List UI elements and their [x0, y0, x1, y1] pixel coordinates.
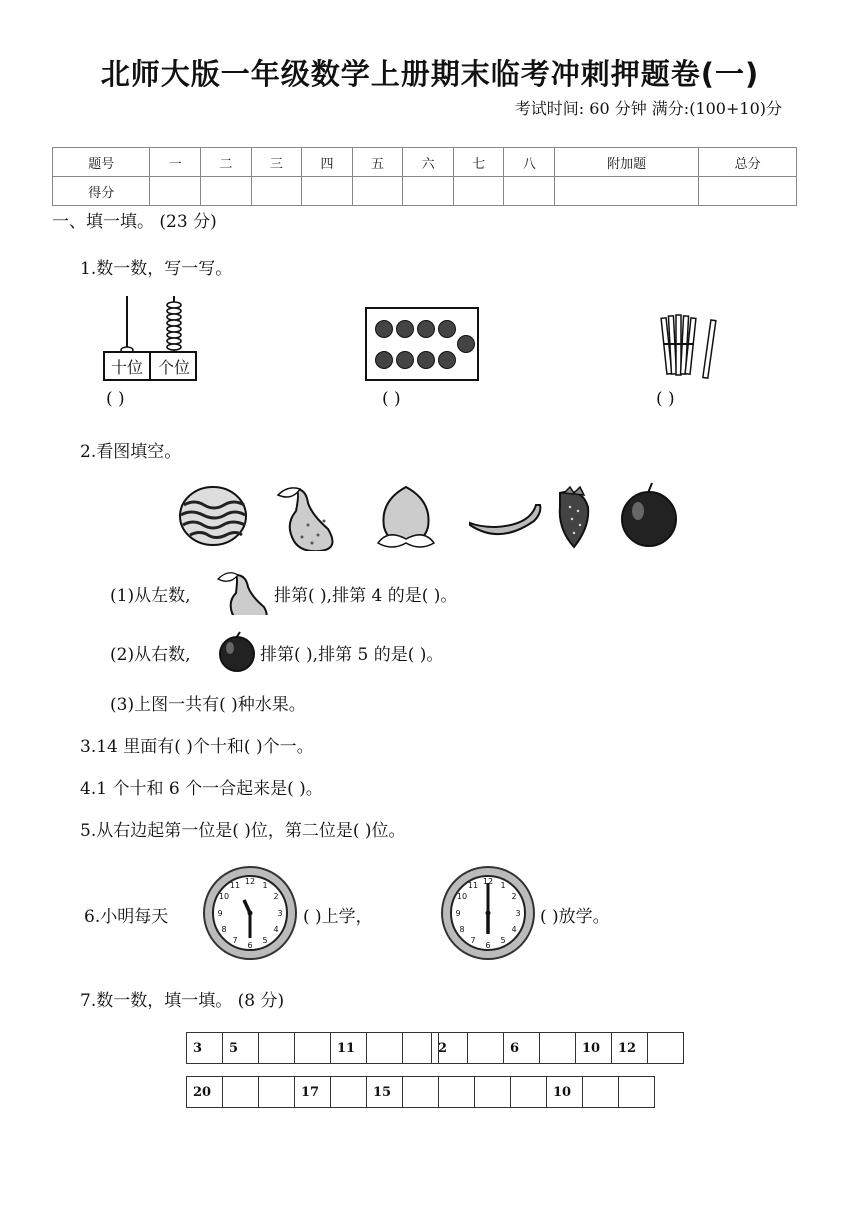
svg-text:7: 7 — [232, 936, 238, 945]
score-input[interactable] — [403, 177, 454, 206]
grid-cell-blank[interactable] — [619, 1077, 655, 1108]
grid-cell: 3 — [187, 1033, 223, 1064]
svg-text:5: 5 — [500, 936, 506, 945]
svg-text:8: 8 — [459, 925, 465, 934]
answer-blank[interactable]: ( ) — [382, 389, 401, 409]
clock-icon — [202, 864, 298, 962]
grid-cell: 10 — [576, 1033, 612, 1064]
grid-cell: 2 — [432, 1033, 468, 1064]
svg-text:6: 6 — [247, 941, 253, 950]
svg-text:1: 1 — [500, 881, 506, 890]
grid-cell-blank[interactable] — [583, 1077, 619, 1108]
question-4: 4.1 个十和 6 个一合起来是( )。 — [80, 779, 323, 799]
score-input[interactable] — [302, 177, 353, 206]
svg-text:9: 9 — [455, 909, 461, 918]
number-grid-c — [186, 1076, 655, 1108]
grid-cell: 10 — [547, 1077, 583, 1108]
abacus-ones-label: 个位 — [157, 358, 190, 377]
grid-cell-blank[interactable] — [295, 1033, 331, 1064]
grid-cell-blank[interactable] — [475, 1077, 511, 1108]
grid-cell-blank[interactable] — [367, 1033, 403, 1064]
grid-cell-blank[interactable] — [511, 1077, 547, 1108]
score-cell: 五 — [352, 148, 403, 177]
question-1: 1.数一数，写一写。 — [80, 259, 233, 279]
abacus-tens-label: 十位 — [110, 358, 143, 377]
pear-icon — [214, 569, 272, 615]
sticks-bundle-icon — [660, 310, 726, 382]
grid-cell-blank[interactable] — [403, 1077, 439, 1108]
question-6: 6.小明每天 — [84, 907, 169, 927]
grid-cell-blank[interactable] — [468, 1033, 504, 1064]
score-input[interactable] — [352, 177, 403, 206]
svg-text:12: 12 — [482, 877, 494, 886]
section-heading: 一、填一填。 (23 分) — [52, 212, 217, 232]
score-input[interactable] — [453, 177, 504, 206]
svg-text:10: 10 — [218, 892, 230, 901]
score-cell: 附加题 — [554, 148, 698, 177]
banana-icon — [470, 505, 540, 534]
score-cell: 一 — [150, 148, 201, 177]
grid-cell-blank[interactable] — [259, 1077, 295, 1108]
grid-cell-blank[interactable] — [331, 1077, 367, 1108]
score-cell: 总分 — [699, 148, 797, 177]
score-cell: 四 — [302, 148, 353, 177]
grid-cell-blank[interactable] — [439, 1077, 475, 1108]
grid-cell: 15 — [367, 1077, 403, 1108]
peach-icon — [378, 487, 434, 547]
number-grid-a — [186, 1032, 439, 1064]
sub-question-text: (1)从左数, — [110, 586, 191, 606]
grid-cell: 5 — [223, 1033, 259, 1064]
score-table-score-row — [53, 177, 797, 206]
sub-question-text: 排第( ),排第 4 的是( )。 — [274, 586, 458, 606]
exam-info: 考试时间: 60 分钟 满分:(100+10)分 — [514, 99, 782, 118]
grid-cell-blank[interactable] — [223, 1077, 259, 1108]
answer-blank[interactable]: ( ) — [656, 389, 675, 409]
score-input[interactable] — [150, 177, 201, 206]
score-table — [52, 147, 797, 206]
score-cell: 三 — [251, 148, 302, 177]
fruits-row — [178, 481, 682, 551]
apple-icon — [622, 483, 676, 546]
score-input[interactable] — [554, 177, 698, 206]
svg-text:3: 3 — [515, 909, 521, 918]
dot-frame-icon — [364, 306, 480, 382]
sub-question-text: (3)上图一共有( )种水果。 — [110, 695, 306, 715]
svg-text:3: 3 — [277, 909, 283, 918]
svg-text:11: 11 — [229, 881, 241, 890]
svg-text:4: 4 — [511, 925, 517, 934]
grid-cell: 17 — [295, 1077, 331, 1108]
page-title: 北师大版一年级数学上册期末临考冲刺押题卷(一) — [100, 57, 760, 91]
score-table-header-row — [53, 148, 797, 177]
grid-cell-blank[interactable] — [259, 1033, 295, 1064]
svg-text:8: 8 — [221, 925, 227, 934]
sub-question-text: 排第( ),排第 5 的是( )。 — [260, 645, 444, 665]
svg-text:9: 9 — [217, 909, 223, 918]
svg-text:6: 6 — [485, 941, 491, 950]
apple-icon — [216, 630, 258, 674]
score-cell: 六 — [403, 148, 454, 177]
clock-icon — [440, 864, 536, 962]
strawberry-icon — [560, 487, 588, 547]
svg-text:10: 10 — [456, 892, 468, 901]
question-5: 5.从右边起第一位是( )位，第二位是( )位。 — [80, 821, 406, 841]
score-input[interactable] — [251, 177, 302, 206]
score-input[interactable] — [504, 177, 555, 206]
number-grid-b — [431, 1032, 684, 1064]
score-cell: 七 — [453, 148, 504, 177]
question-3: 3.14 里面有( )个十和( )个一。 — [80, 737, 314, 757]
grid-cell: 6 — [504, 1033, 540, 1064]
question-6-blank[interactable]: ( )上学， — [303, 907, 373, 927]
answer-blank[interactable]: ( ) — [106, 389, 125, 409]
question-7: 7.数一数，填一填。 (8 分) — [80, 991, 285, 1011]
svg-text:12: 12 — [244, 877, 256, 886]
svg-text:5: 5 — [262, 936, 268, 945]
svg-text:4: 4 — [273, 925, 279, 934]
score-cell: 八 — [504, 148, 555, 177]
svg-text:2: 2 — [511, 892, 517, 901]
svg-text:11: 11 — [467, 881, 479, 890]
grid-cell-blank[interactable] — [540, 1033, 576, 1064]
score-label: 得分 — [53, 177, 150, 206]
score-input[interactable] — [201, 177, 252, 206]
sub-question-text: (2)从右数, — [110, 645, 191, 665]
question-6-blank[interactable]: ( )放学。 — [540, 907, 610, 927]
pear-icon — [278, 488, 333, 551]
svg-text:7: 7 — [470, 936, 476, 945]
score-input[interactable] — [699, 177, 797, 206]
grid-cell: 12 — [612, 1033, 648, 1064]
svg-text:2: 2 — [273, 892, 279, 901]
svg-text:1: 1 — [262, 881, 268, 890]
grid-cell-blank[interactable] — [648, 1033, 684, 1064]
score-cell: 题号 — [53, 148, 150, 177]
score-cell: 二 — [201, 148, 252, 177]
question-2: 2.看图填空。 — [80, 442, 182, 462]
grid-cell: 11 — [331, 1033, 367, 1064]
grid-cell: 20 — [187, 1077, 223, 1108]
watermelon-icon — [180, 487, 246, 545]
